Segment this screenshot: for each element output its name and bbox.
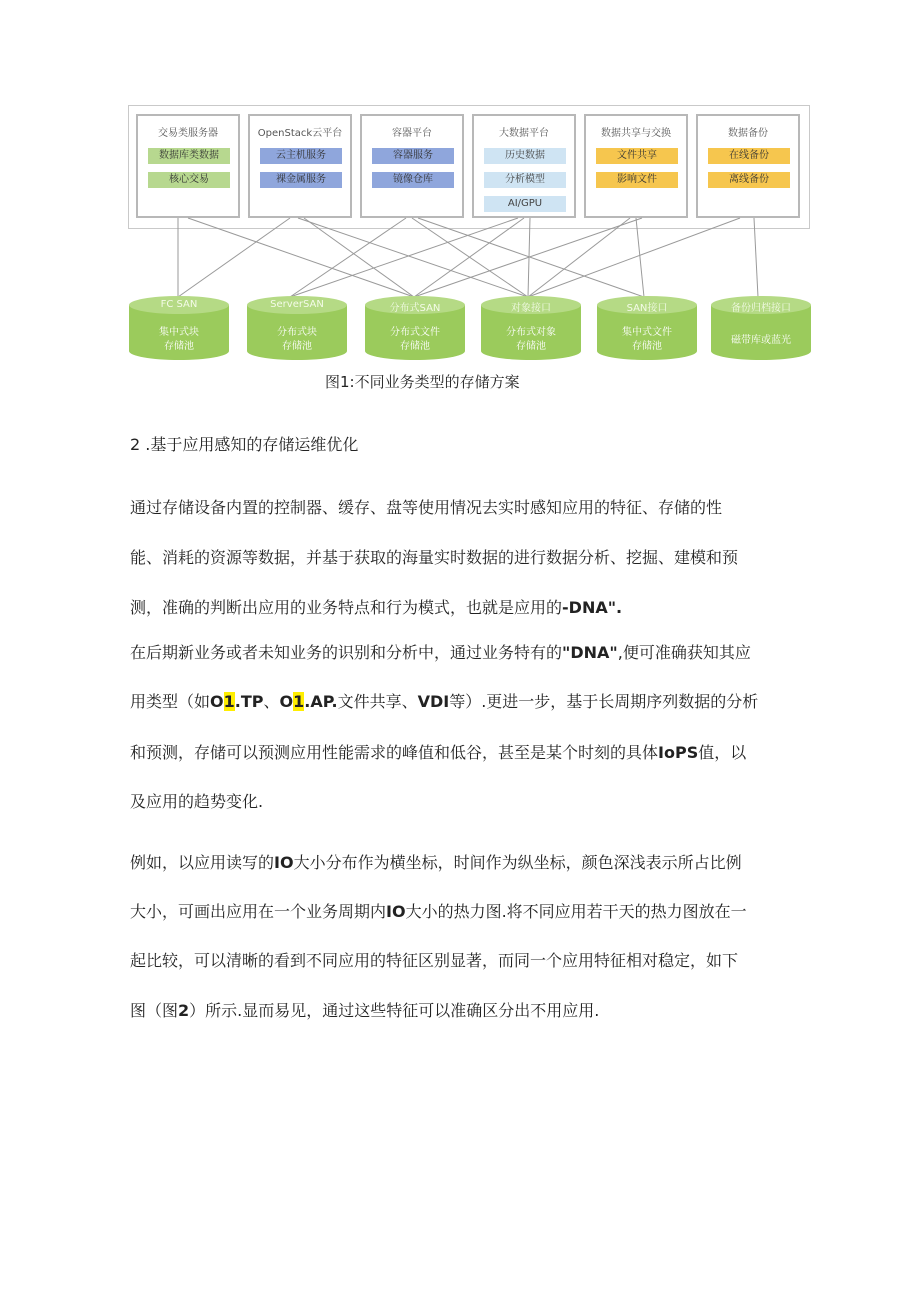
platform-item: 核心交易 — [148, 172, 230, 188]
text-run: ,便可准确获知其应 — [617, 643, 751, 662]
text-run: 、 — [263, 692, 280, 711]
connector-line — [304, 218, 414, 297]
text-line — [130, 640, 751, 663]
platform-item: 镜像仓库 — [372, 172, 454, 188]
platform-item: AI/GPU — [484, 196, 566, 212]
text-run-bold: 2 — [178, 1001, 190, 1020]
storage-pool-label: 分布式块 — [277, 327, 317, 338]
connector-line — [636, 218, 644, 297]
storage-pool-serversan — [246, 295, 348, 361]
storage-pool-distributed-san — [364, 295, 466, 361]
text-run: 等）.更进一步，基于长周期序列数据的分析 — [449, 692, 759, 711]
platform-item: 云主机服务 — [260, 148, 342, 164]
storage-pool-san-interface — [596, 295, 698, 361]
connector-line — [298, 218, 528, 297]
storage-pool-label: 存储池 — [282, 341, 312, 352]
text-run-bold: .TP — [234, 692, 264, 711]
platform-item: 数据库类数据 — [148, 148, 230, 164]
storage-interface-label: 备份归档接口 — [731, 303, 791, 314]
storage-interface-label: 分布式SAN — [389, 303, 441, 314]
text-line — [130, 595, 622, 618]
section-heading: 2 .基于应用感知的存储运维优化 — [130, 435, 359, 454]
connector-line — [528, 218, 630, 297]
connector-line — [290, 218, 406, 297]
platform-item: 容器服务 — [372, 148, 454, 164]
connector-line — [178, 218, 290, 297]
highlighted-text: 1 — [293, 692, 305, 711]
text-run-bold: VDI — [417, 692, 450, 711]
text-line — [130, 740, 746, 763]
storage-pool-label: 存储池 — [164, 341, 194, 352]
platform-title: 交易类服务器 — [158, 128, 218, 139]
text-run: 和预测，存储可以预测应用性能需求的峰值和低谷，甚至是某个时刻的具体 — [130, 743, 659, 762]
text-line: 起比较，可以清晰的看到不同应用的特征区别显著，而同一个应用特征相对稳定，如下 — [130, 951, 739, 970]
text-run-bold: IoPS — [658, 743, 699, 762]
highlighted-text: 1 — [223, 692, 235, 711]
text-run-bold: IO — [386, 902, 406, 921]
text-run-bold: O — [279, 692, 294, 711]
storage-pool-fc-san — [128, 295, 230, 361]
storage-pool-label: 存储池 — [400, 341, 430, 352]
platform-item: 历史数据 — [484, 148, 566, 164]
storage-architecture-figure — [128, 105, 808, 367]
platform-item: 裸金属服务 — [260, 172, 342, 188]
platform-item: 离线备份 — [708, 172, 790, 188]
text-run: 文件共享、 — [337, 692, 418, 711]
connector-line — [754, 218, 758, 297]
storage-interface-label: SAN接口 — [626, 303, 668, 314]
text-run: 大小，可画出应用在一个业务周期内 — [130, 902, 387, 921]
text-run: 大小的热力图.将不同应用若干天的热力图放在一 — [405, 902, 747, 921]
platform-title: 大数据平台 — [499, 128, 549, 139]
storage-pool-label: 分布式文件 — [390, 327, 440, 338]
text-run: 大小分布作为横坐标，时间作为纵坐标，颜色深浅表示所占比例 — [293, 853, 742, 872]
text-run: 值，以 — [698, 743, 747, 762]
connection-lines — [128, 105, 808, 367]
text-run: 图（图 — [130, 1001, 179, 1020]
connector-line — [412, 218, 528, 297]
platform-title: 数据共享与交换 — [601, 128, 671, 139]
storage-pool-label: 集中式块 — [159, 327, 199, 338]
text-line: 通过存储设备内置的控制器、缓存、盘等使用情况去实时感知应用的特征、存储的性 — [130, 498, 723, 517]
text-line — [130, 998, 599, 1021]
platform-title: OpenStack云平台 — [257, 128, 343, 139]
platform-item: 文件共享 — [596, 148, 678, 164]
storage-interface-label: ServerSAN — [270, 299, 324, 310]
storage-interface-label: 对象接口 — [511, 303, 551, 314]
platform-item: 分析模型 — [484, 172, 566, 188]
platform-title: 容器平台 — [392, 128, 432, 139]
text-line: 能、消耗的资源等数据，并基于获取的海量实时数据的进行数据分析、挖掘、建模和预 — [130, 548, 739, 567]
text-line — [130, 689, 758, 712]
platform-item: 影响文件 — [596, 172, 678, 188]
storage-pool-label: 分布式对象 — [506, 327, 556, 338]
text-run-bold: "DNA" — [562, 643, 618, 662]
connector-line — [528, 218, 740, 297]
text-run-bold: .AP. — [304, 692, 338, 711]
storage-pool-label: 集中式文件 — [622, 327, 672, 338]
text-run-bold: O — [210, 692, 224, 711]
storage-pool-label: 存储池 — [632, 341, 662, 352]
connector-line — [290, 218, 518, 297]
text-line: 及应用的趋势变化. — [130, 792, 264, 811]
text-run-bold: -DNA". — [562, 598, 623, 617]
connector-line — [418, 218, 644, 297]
platform-title: 数据备份 — [728, 128, 768, 139]
text-line — [130, 899, 747, 922]
figure-caption: 图1:不同业务类型的存储方案 — [325, 373, 520, 391]
storage-interface-label: FC SAN — [160, 299, 198, 310]
connector-line — [188, 218, 414, 297]
text-line — [130, 850, 742, 873]
text-run: 用类型（如 — [130, 692, 211, 711]
storage-pool-label: 磁带库或蓝光 — [731, 335, 791, 346]
text-run-bold: IO — [274, 853, 294, 872]
storage-pool-label: 存储池 — [516, 341, 546, 352]
storage-pool-object — [480, 295, 582, 361]
storage-pool-backup-archive — [710, 295, 812, 361]
text-run: 例如，以应用读写的 — [130, 853, 275, 872]
platform-item: 在线备份 — [708, 148, 790, 164]
text-run: ）所示.显而易见，通过这些特征可以准确区分出不用应用. — [189, 1001, 600, 1020]
connector-line — [414, 218, 524, 297]
text-run: 在后期新业务或者未知业务的识别和分析中，通过业务特有的 — [130, 643, 563, 662]
text-run: 测，准确的判断出应用的业务特点和行为模式，也就是应用的 — [130, 598, 563, 617]
